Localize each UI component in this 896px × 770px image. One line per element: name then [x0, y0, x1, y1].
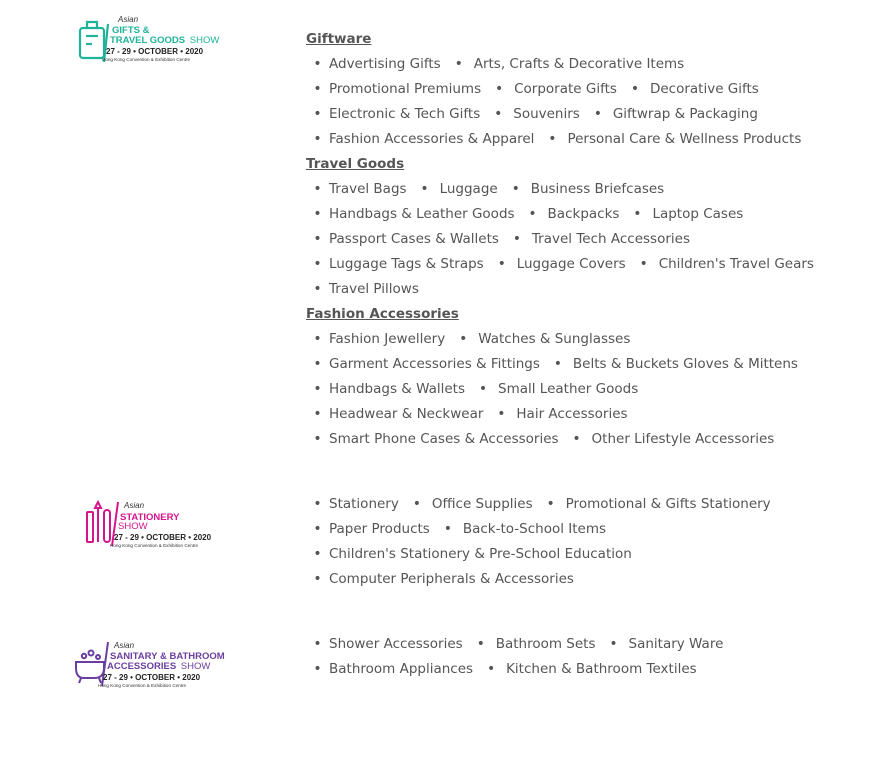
category-heading: Travel Goods [306, 156, 405, 172]
list-item: • Fashion Jewellery [306, 327, 445, 352]
category-heading: Fashion Accessories [306, 306, 459, 322]
list-item: • Passport Cases & Wallets [306, 227, 499, 252]
logo-name-line-2: TRAVEL GOODS [110, 35, 186, 46]
logo-venue: Hong Kong Convention & Exhibition Centre [102, 57, 191, 62]
list-row [306, 632, 723, 657]
list-item: • Laptop Cases [622, 202, 743, 227]
logo-name-line-1: STATIONERY [120, 512, 180, 523]
list-row [306, 177, 814, 202]
list-item: • Office Supplies [402, 492, 533, 517]
list-item: • Other Lifestyle Accessories [562, 427, 775, 452]
logo-show-word: SHOW [118, 521, 148, 532]
list-item: • Corporate Gifts [484, 77, 617, 102]
list-item: • Advertising Gifts [306, 52, 441, 77]
list-row [306, 427, 814, 452]
logo-dates: 27 - 29 • OCTOBER • 2020 [106, 47, 204, 56]
list-row [306, 202, 814, 227]
category-heading: Giftware [306, 31, 372, 47]
list-item: • Children's Travel Gears [629, 252, 814, 277]
logo-name-line-2: ACCESSORIES [107, 661, 177, 672]
list-item: • Children's Stationery & Pre-School Education [306, 542, 632, 567]
sanitary-bathroom-logo [74, 638, 234, 690]
list-item: • Bathroom Sets [466, 632, 596, 657]
logo-show-word: SHOW [189, 35, 220, 46]
list-item: • Stationery [306, 492, 399, 517]
list-row [306, 102, 814, 127]
list-item: • Watches & Sunglasses [448, 327, 630, 352]
list-item: • Business Briefcases [501, 177, 665, 202]
list-item: • Sanitary Ware [599, 632, 724, 657]
list-row [306, 517, 771, 542]
list-item: • Handbags & Leather Goods [306, 202, 515, 227]
list-row [306, 492, 771, 517]
list-item: • Small Leather Goods [468, 377, 638, 402]
list-item: • Promotional Premiums [306, 77, 481, 102]
list-item: • Personal Care & Wellness Products [537, 127, 801, 152]
list-row [306, 377, 814, 402]
logo-venue: Hong Kong Convention & Exhibition Centre [110, 543, 199, 548]
list-item: • Luggage Tags & Straps [306, 252, 484, 277]
svg-text:TRAVEL GOODS SHOW [110, 35, 219, 46]
list-row [306, 327, 814, 352]
suitcase-icon [80, 22, 108, 62]
list-item: • Shower Accessories [306, 632, 463, 657]
list-item: • Arts, Crafts & Decorative Items [444, 52, 685, 77]
logo-dates: 27 - 29 • OCTOBER • 2020 [103, 673, 201, 682]
list-row [306, 227, 814, 252]
list-row [306, 277, 814, 302]
list-item: • Fashion Accessories & Apparel [306, 127, 534, 152]
list-row [306, 252, 814, 277]
list-row [306, 127, 814, 152]
list-item: • Travel Pillows [306, 277, 419, 302]
list-item: • Souvenirs [483, 102, 580, 127]
logo-venue: Hong Kong Convention & Exhibition Centre [98, 683, 187, 688]
logo-dates: 27 - 29 • OCTOBER • 2020 [114, 533, 212, 542]
logo-show-word: SHOW [180, 661, 211, 672]
list-row [306, 352, 814, 377]
list-item: • Promotional & Gifts Stationery [536, 492, 771, 517]
list-item: • Luggage Covers [487, 252, 626, 277]
list-item: • Belts & Buckets Gloves & Mittens [543, 352, 798, 377]
logo-prefix: Asian [124, 501, 145, 510]
list-item: • Travel Tech Accessories [502, 227, 690, 252]
list-item: • Kitchen & Bathroom Textiles [476, 657, 697, 682]
list-item: • Garment Accessories & Fittings [306, 352, 540, 377]
list-item: • Smart Phone Cases & Accessories [306, 427, 559, 452]
list-item: • Giftwrap & Packaging [583, 102, 758, 127]
gifts-travel-goods-logo [74, 14, 234, 66]
list-item: • Back-to-School Items [433, 517, 606, 542]
list-item: • Backpacks [518, 202, 620, 227]
list-row [306, 657, 723, 682]
list-item: • Headwear & Neckwear [306, 402, 483, 427]
logo-prefix: Asian [114, 641, 135, 650]
list-item: • Decorative Gifts [620, 77, 759, 102]
list-item: • Bathroom Appliances [306, 657, 473, 682]
list-row [306, 402, 814, 427]
list-item: • Hair Accessories [486, 402, 627, 427]
logo-prefix: Asian [118, 15, 139, 24]
stationery-logo [84, 498, 244, 550]
list-row [306, 52, 814, 77]
list-item: • Handbags & Wallets [306, 377, 465, 402]
stationery-categories [306, 492, 771, 592]
logo-name-line-1: GIFTS & [112, 25, 150, 36]
gifts-travel-goods-categories [306, 27, 814, 452]
svg-text:ACCESSORIES SHOW [107, 661, 210, 672]
list-row [306, 542, 771, 567]
logo-name-line-1: SANITARY & BATHROOM [110, 651, 225, 662]
list-item: • Paper Products [306, 517, 430, 542]
sanitary-bathroom-categories [306, 632, 723, 682]
list-item: • Luggage [410, 177, 498, 202]
list-row [306, 567, 771, 592]
list-item: • Computer Peripherals & Accessories [306, 567, 574, 592]
list-row [306, 77, 814, 102]
list-item: • Travel Bags [306, 177, 407, 202]
list-item: • Electronic & Tech Gifts [306, 102, 480, 127]
